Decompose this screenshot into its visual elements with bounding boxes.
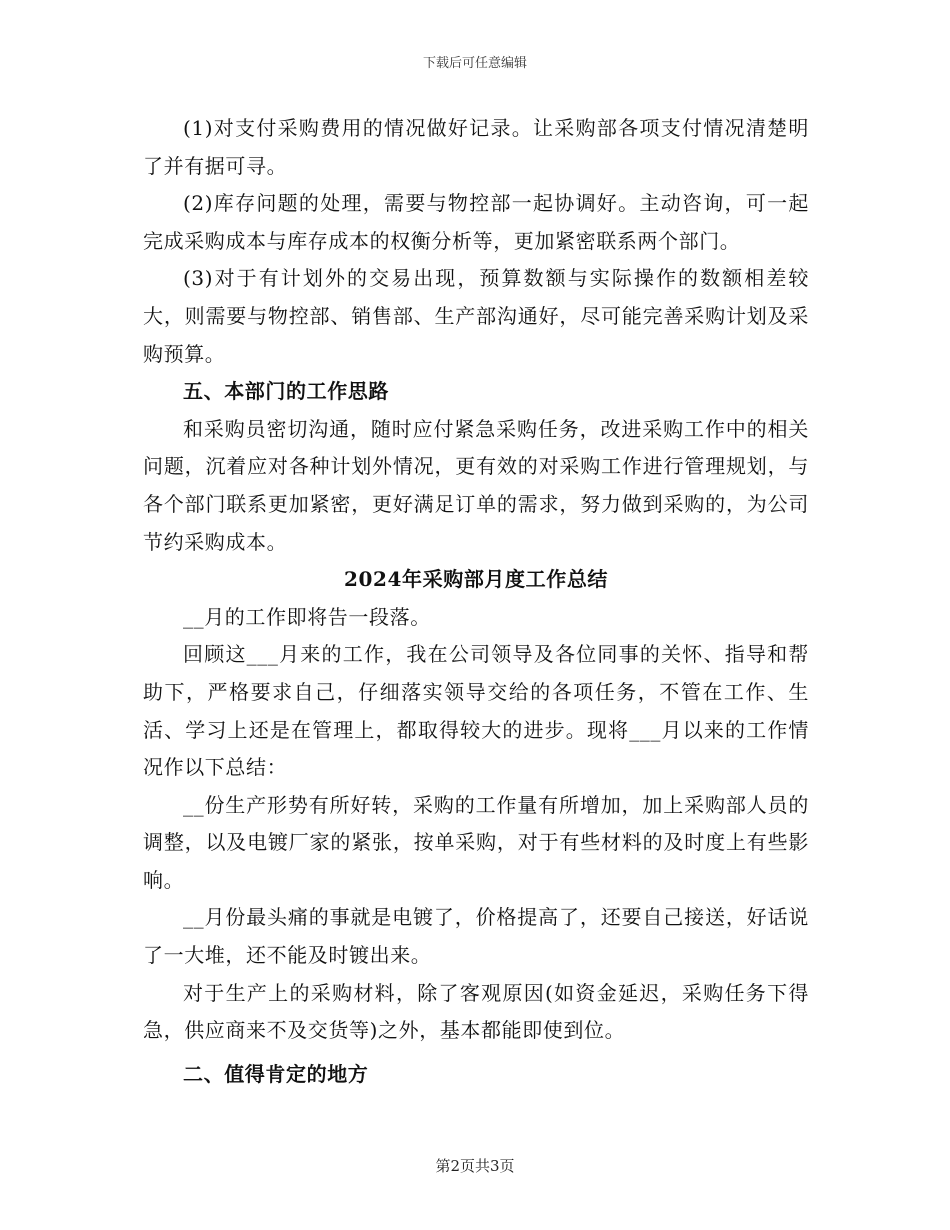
document-title: 2024年采购部月度工作总结 xyxy=(343,567,609,592)
page-number-footer: 第2页共3页 xyxy=(435,1157,515,1175)
paragraph-electroplating: __月份最头痛的事就是电镀了，价格提高了，还要自己接送，好话说了一大堆，还不能及时镀出来。 xyxy=(143,905,809,968)
page-header: 下载后可任意编辑 xyxy=(422,56,527,71)
section-heading-achievements: 二、值得肯定的地方 xyxy=(183,1061,369,1086)
paragraph-inventory-handling: (2)库存问题的处理，需要与物控部一起协调好。主动咨询，可一起完成采购成本与库存成本的权衡分析等，更加紧密联系两个部门。 xyxy=(143,191,809,253)
paragraph-unplanned-transactions: (3)对于有计划外的交易出现，预算数额与实际操作的数额相差较大，则需要与物控部、销售部、生产部沟通好，尽可能完善采购计划及采购预算。 xyxy=(143,266,809,366)
paragraph-materials: 对于生产上的采购材料，除了客观原因(如资金延迟，采购任务下得急，供应商来不及交货等)之外，基本都能即使到位。 xyxy=(143,980,809,1043)
document-body xyxy=(143,110,809,1093)
paragraph-work-ideas: 和采购员密切沟通，随时应付紧急采购任务，改进采购工作中的相关问题，沉着应对各种计划外情况，更有效的对采购工作进行管理规划，与各个部门联系更加紧密，更好满足订单的需求，努力做到采购的，为公司节约采购成本。 xyxy=(143,416,809,554)
section-heading-work-ideas: 五、本部门的工作思路 xyxy=(183,379,389,404)
paragraph-production-situation: __份生产形势有所好转，采购的工作量有所增加，加上采购部人员的调整，以及电镀厂家的紧张，按单采购，对于有些材料的及时度上有些影响。 xyxy=(143,792,809,892)
paragraph-review: 回顾这___月来的工作，我在公司领导及各位同事的关怀、指导和帮助下，严格要求自己，仔细落实领导交给的各项任务，不管在工作、生活、学习上还是在管理上，都取得较大的进步。现将___月以来的工作情况作以下总结： xyxy=(143,642,809,780)
paragraph-payment-records: (1)对支付采购费用的情况做好记录。让采购部各项支付情况清楚明了并有据可寻。 xyxy=(143,116,809,178)
paragraph-month-ending: __月的工作即将告一段落。 xyxy=(183,604,431,629)
